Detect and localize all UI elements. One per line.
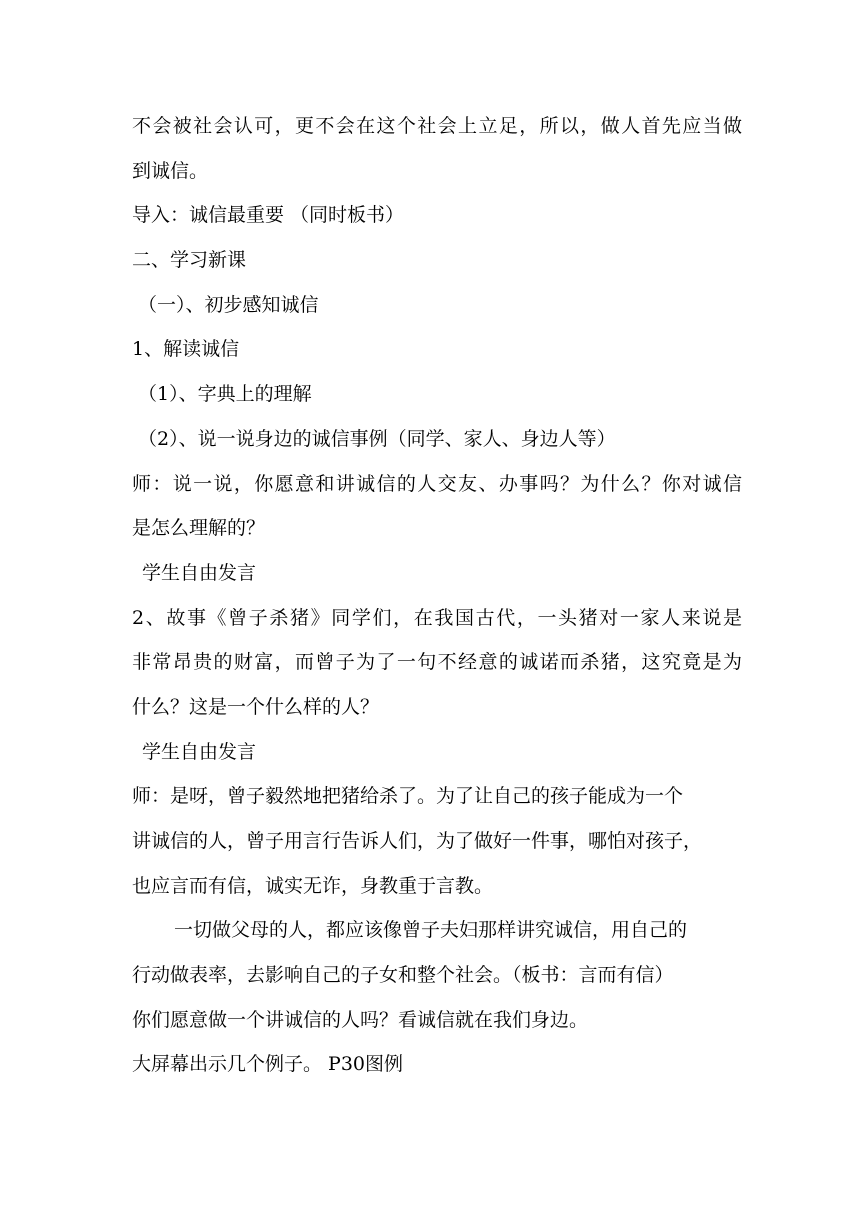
text-line: 不会被社会认可，更不会在这个社会上立足，所以，做人首先应当做	[132, 115, 742, 137]
text-line: 学生自由发言	[142, 561, 257, 584]
text-line: 一切做父母的人，都应该像曾子夫妇那样讲究诚信，用自己的	[174, 919, 688, 942]
text-line: 2、故事《曾子杀猪》同学们，在我国古代，一头猪对一家人来说是	[132, 606, 742, 629]
text-line: 导入：诚信最重要 （同时板书）	[132, 204, 405, 227]
text-line: 非常昂贵的财富，而曾子为了一句不经意的诚诺而杀猪，这究竟是为	[132, 651, 742, 674]
text-line: 师：说一说，你愿意和讲诚信的人交友、办事吗？为什么？你对诚信	[132, 472, 742, 495]
subsection-heading: （一）、初步感知诚信	[138, 293, 319, 316]
text-line: 也应言而有信，诚实无诈，身教重于言教。	[132, 874, 494, 897]
item-heading: 1、解读诚信	[132, 338, 240, 361]
sub-item: （2）、说一说身边的诚信事例（同学、家人、身边人等）	[138, 427, 616, 450]
text-line: 到诚信。	[132, 159, 209, 182]
text-line: 大屏幕出示几个例子。 P30图例	[132, 1053, 404, 1076]
document-body	[132, 104, 742, 1087]
text-line: 你们愿意做一个讲诚信的人吗？看诚信就在我们身边。	[132, 1008, 589, 1031]
text-line: 行动做表率，去影响自己的子女和整个社会。（板书：言而有信）	[132, 964, 674, 987]
text-line: 讲诚信的人，曾子用言行告诉人们，为了做好一件事，哪怕对孩子，	[132, 830, 703, 852]
text-line: 是怎么理解的？	[132, 517, 266, 540]
section-heading: 二、学习新课	[132, 249, 247, 272]
text-line: 什么？这是一个什么样的人？	[132, 695, 380, 718]
sub-item: （1）、字典上的理解	[138, 383, 312, 406]
text-line: 师：是呀，曾子毅然地把猪给杀了。为了让自己的孩子能成为一个	[132, 785, 684, 808]
text-line: 学生自由发言	[142, 740, 257, 763]
